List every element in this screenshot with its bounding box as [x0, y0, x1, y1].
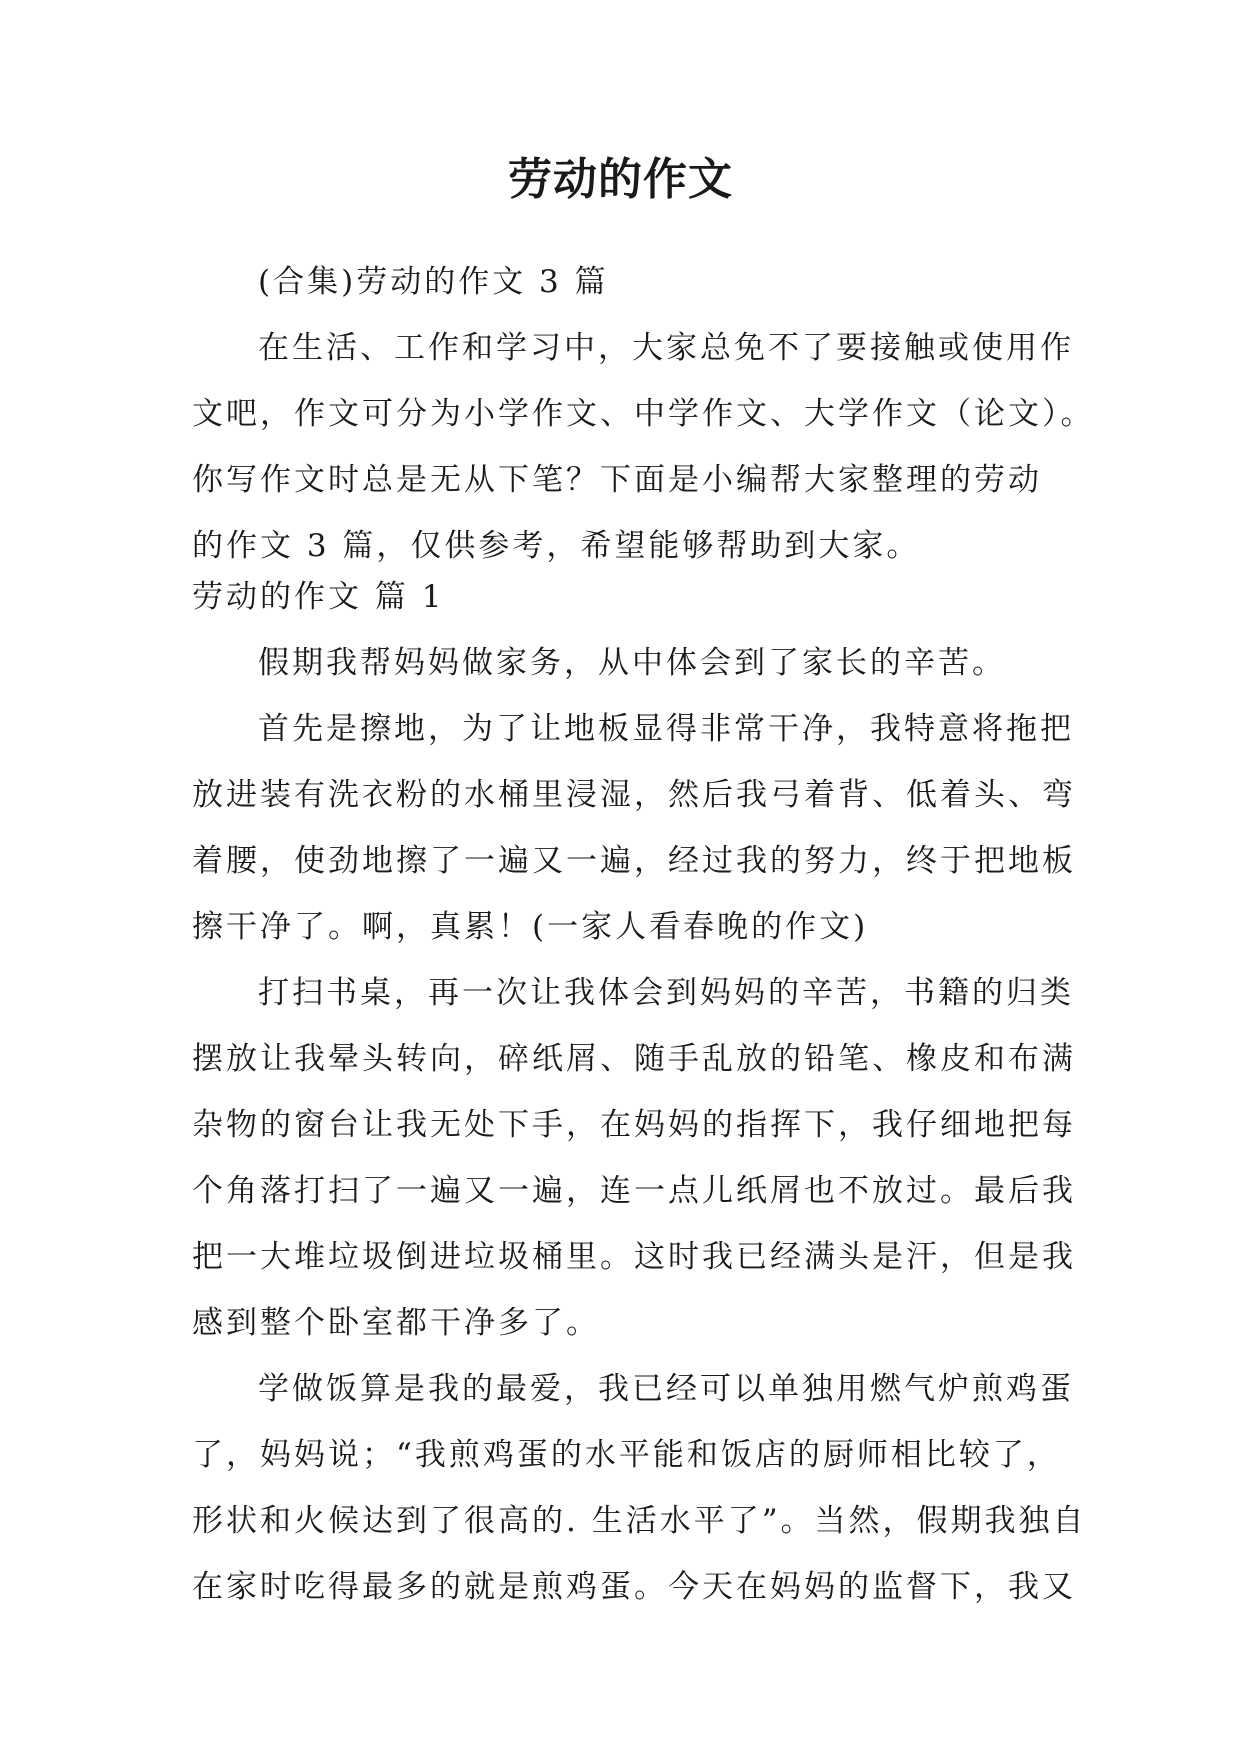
paragraph-line: 形状和火候达到了很高的. 生活水平了”。当然，假期我独自: [192, 1503, 1087, 1539]
paragraph-line: 假期我帮妈妈做家务，从中体会到了家长的辛苦。: [258, 645, 1006, 681]
paragraph-line: 首先是擦地，为了让地板显得非常干净，我特意将拖把: [258, 711, 1074, 747]
intro-line: 的作文 3 篇，仅供参考，希望能够帮助到大家。: [192, 528, 921, 564]
intro-line: 在生活、工作和学习中，大家总免不了要接触或使用作: [258, 330, 1074, 366]
paragraph-line: 个角落打扫了一遍又一遍，连一点儿纸屑也不放过。最后我: [192, 1173, 1076, 1209]
paragraph-line: 把一大堆垃圾倒进垃圾桶里。这时我已经满头是汗，但是我: [192, 1239, 1076, 1275]
paragraph-line: 学做饭算是我的最爱，我已经可以单独用燃气炉煎鸡蛋: [258, 1371, 1074, 1407]
section-heading: 劳动的作文 篇 1: [192, 579, 445, 615]
intro-line: 文吧，作文可分为小学作文、中学作文、大学作文（论文）。: [192, 396, 1095, 432]
paragraph-line: 摆放让我晕头转向，碎纸屑、随手乱放的铅笔、橡皮和布满: [192, 1041, 1076, 1077]
intro-line: (合集)劳动的作文 3 篇: [258, 264, 609, 300]
paragraph-line: 感到整个卧室都干净多了。: [192, 1305, 600, 1341]
paragraph-line: 打扫书桌，再一次让我体会到妈妈的辛苦，书籍的归类: [258, 975, 1074, 1011]
paragraph-line: 了，妈妈说；“我煎鸡蛋的水平能和饭店的厨师相比较了，: [192, 1437, 1061, 1473]
paragraph-line: 放进装有洗衣粉的水桶里浸湿，然后我弓着背、低着头、弯: [192, 777, 1076, 813]
document-title: 劳动的作文: [508, 154, 733, 205]
intro-line: 你写作文时总是无从下笔？下面是小编帮大家整理的劳动: [192, 462, 1042, 498]
section-block: [192, 564, 1087, 1620]
paragraph-line: 杂物的窗台让我无处下手，在妈妈的指挥下，我仔细地把每: [192, 1107, 1076, 1143]
paragraph-line: 擦干净了。啊，真累！(一家人看春晚的作文): [192, 909, 869, 945]
paragraph-line: 着腰，使劲地擦了一遍又一遍，经过我的努力，终于把地板: [192, 843, 1076, 879]
paragraph-line: 在家时吃得最多的就是煎鸡蛋。今天在妈妈的监督下，我又: [192, 1569, 1076, 1605]
intro-block: [192, 249, 1095, 579]
